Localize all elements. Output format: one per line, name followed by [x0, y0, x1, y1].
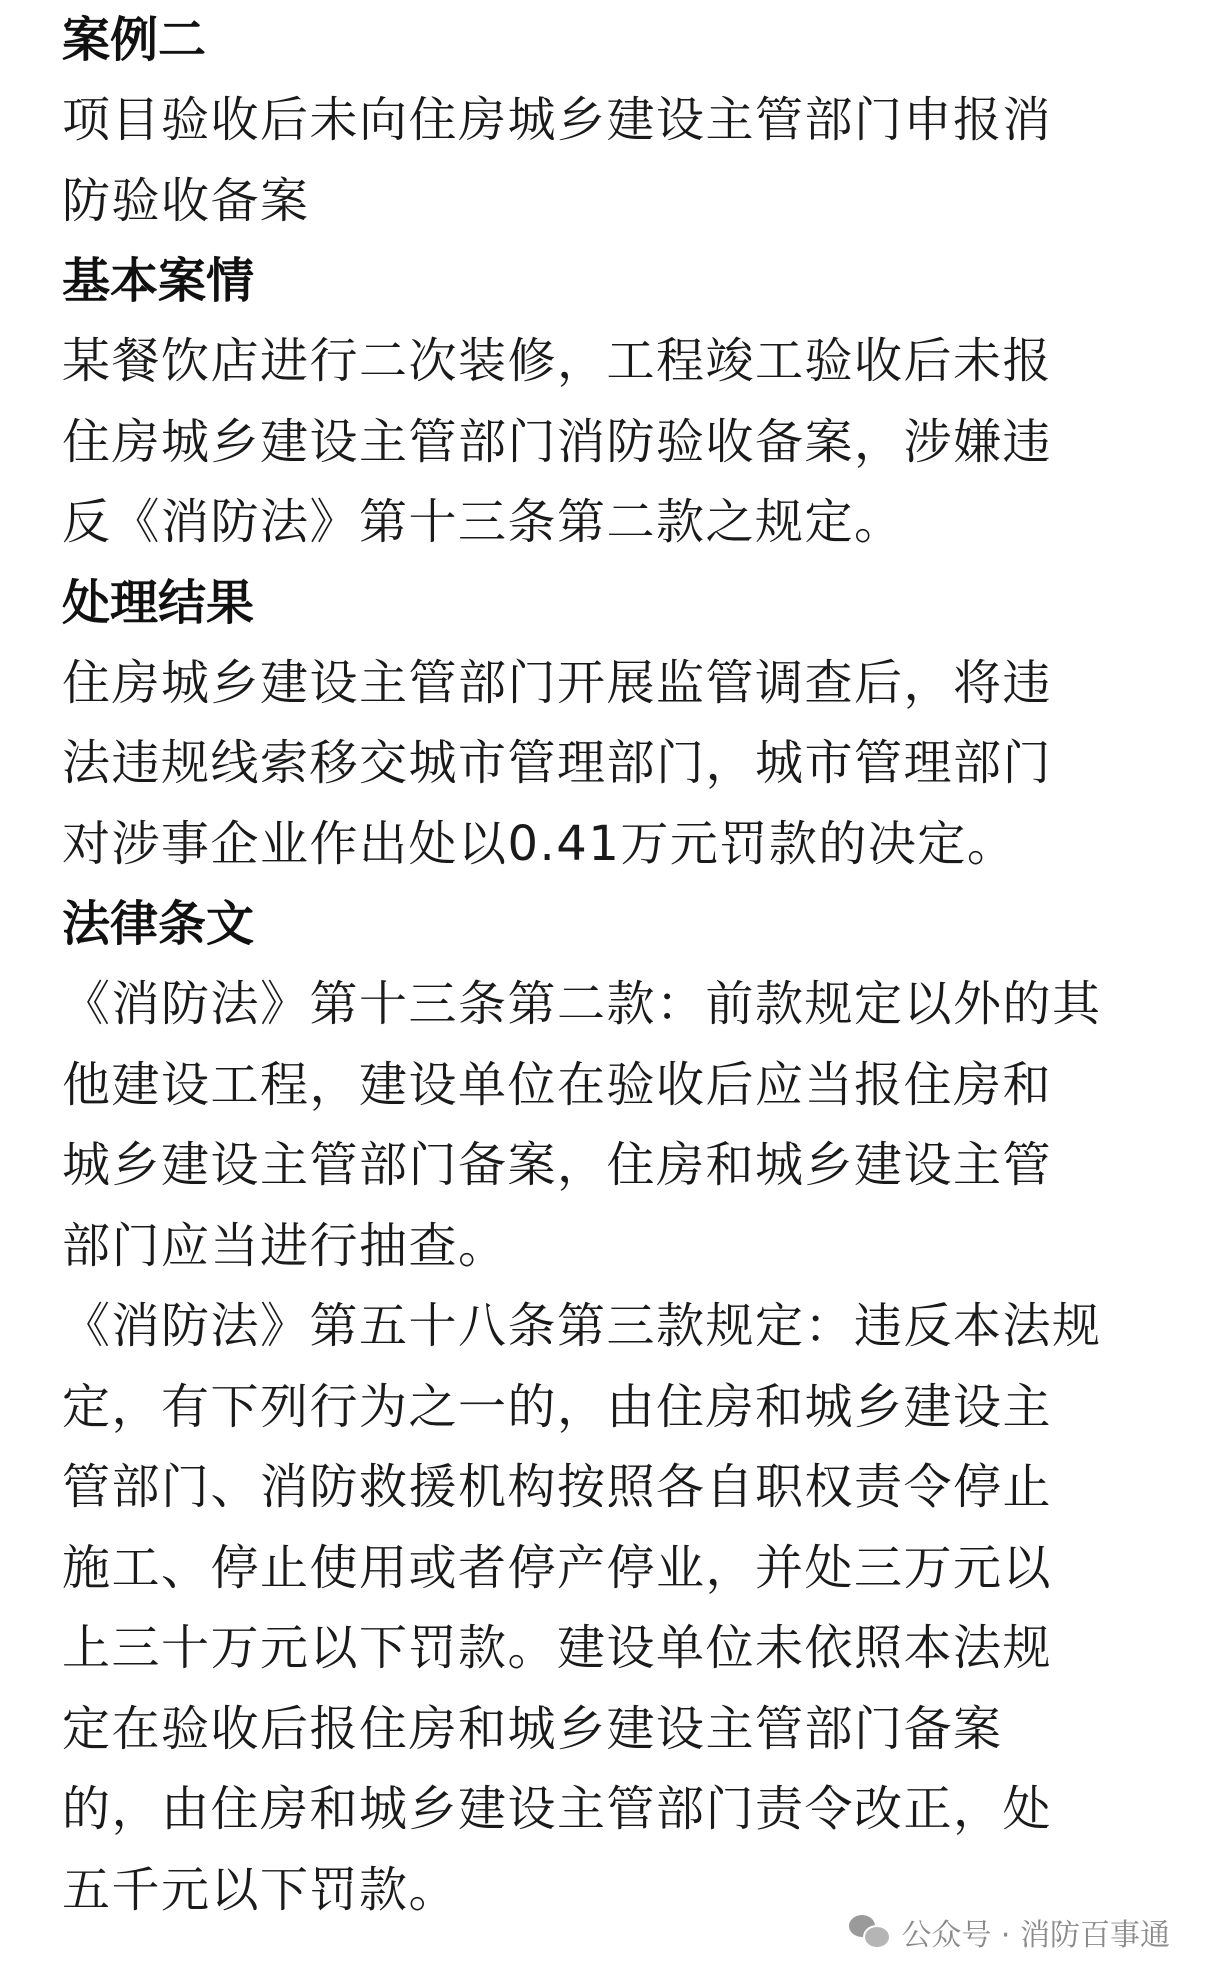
text-line: 他建设工程，建设单位在验收后应当报住房和 — [62, 1056, 1053, 1113]
watermark — [843, 1906, 1176, 1958]
text-line: 住房城乡建设主管部门开展监管调查后，将违 — [62, 654, 1053, 711]
text-line: 某餐饮店进行二次装修，工程竣工验收后未报 — [62, 333, 1053, 389]
result-text — [62, 643, 1158, 885]
text-line: 《消防法》第十三条第二款：前款规定以外的其 — [62, 976, 1102, 1032]
section-heading: 案例二 — [62, 12, 207, 68]
text-line: 管部门、消防救援机构按照各自职权责令停止 — [62, 1459, 1053, 1515]
text-line: 住房城乡建设主管部门消防验收备案，涉嫌违 — [62, 413, 1053, 470]
section-case — [62, 0, 1158, 241]
basic-facts-text — [62, 321, 1158, 563]
text-line: 法违规线索移交城市管理部门，城市管理部门 — [62, 735, 1053, 791]
text-line: 项目验收后未向住房城乡建设主管部门申报消 — [62, 92, 1053, 148]
section-heading: 基本案情 — [62, 253, 255, 309]
case-title — [62, 80, 1158, 241]
text-line: 《消防法》第五十八条第三款规定：违反本法规 — [62, 1298, 1102, 1354]
text-line: 部门应当进行抽查。 — [62, 1217, 508, 1274]
section-legal-provisions — [62, 884, 1158, 1930]
section-heading: 处理结果 — [62, 574, 255, 631]
text-line: 城乡建设主管部门备案，住房和城乡建设主管 — [62, 1137, 1053, 1193]
watermark-text: 公众号 · 消防百事通 — [901, 1918, 1170, 1953]
text-line: 定在验收后报住房和城乡建设主管部门备案 — [62, 1700, 1003, 1757]
text-line: 上三十万元以下罚款。建设单位未依照本法规 — [62, 1620, 1053, 1676]
text-line: 反《消防法》第十三条第二款之规定。 — [62, 494, 904, 550]
text-line: 对涉事企业作出处以0.41万元罚款的决定。 — [62, 815, 1017, 872]
section-result — [62, 563, 1158, 885]
text-line: 定，有下列行为之一的，由住房和城乡建设主 — [62, 1378, 1053, 1435]
wechat-icon — [849, 1915, 889, 1949]
section-heading: 法律条文 — [62, 896, 255, 952]
legal-text — [62, 964, 1158, 1930]
text-line: 防验收备案 — [62, 172, 310, 229]
text-line: 五千元以下罚款。 — [62, 1861, 459, 1918]
section-basic-facts — [62, 241, 1158, 563]
text-line: 的，由住房和城乡建设主管部门责令改正，处 — [62, 1781, 1053, 1837]
text-line: 施工、停止使用或者停产停业，并处三万元以 — [62, 1539, 1053, 1596]
